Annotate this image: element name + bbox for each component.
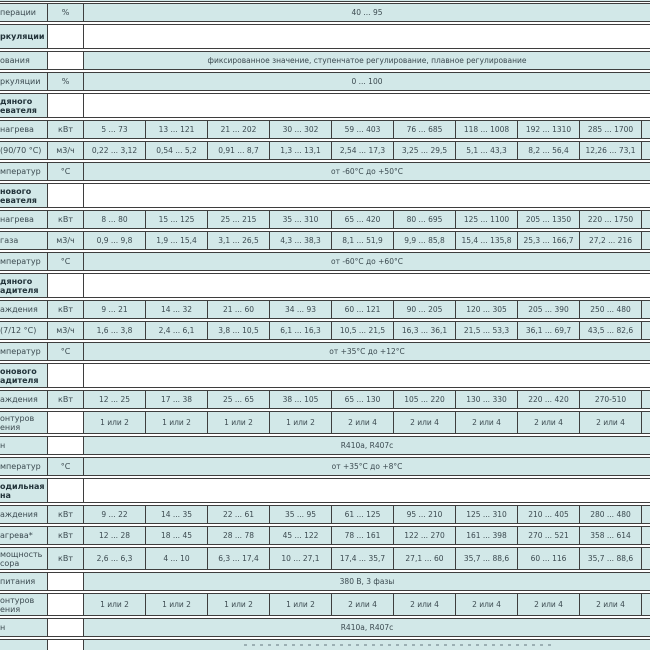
data-cell: 2,4 ... 6,1 xyxy=(146,322,208,339)
row-label-line: мощность xyxy=(0,549,43,559)
data-cell: 80 ... 695 xyxy=(394,211,456,228)
data-cell: 61 ... 125 xyxy=(332,506,394,523)
row-label xyxy=(0,142,48,159)
clipped-column-cell xyxy=(642,301,650,318)
row-data xyxy=(84,527,650,544)
data-cell: 1,3 ... 13,1 xyxy=(270,142,332,159)
data-cell: 205 ... 1350 xyxy=(518,211,580,228)
data-cell: 78 ... 161 xyxy=(332,527,394,544)
table-row xyxy=(0,436,650,455)
row-data xyxy=(84,253,650,270)
row-label xyxy=(0,506,48,523)
row-label xyxy=(0,4,48,21)
row-label-line: аждения xyxy=(0,305,38,314)
data-cell: 4 ... 10 xyxy=(146,548,208,569)
row-data xyxy=(84,594,650,615)
units-cell xyxy=(48,594,84,615)
units-cell: % xyxy=(48,73,84,90)
units-cell: кВт xyxy=(48,527,84,544)
row-label-line: на xyxy=(0,490,11,500)
data-cell: 90 ... 205 xyxy=(394,301,456,318)
row-label xyxy=(0,184,48,207)
table-row xyxy=(0,618,650,637)
row-label-line: аждения xyxy=(0,510,38,519)
row-label xyxy=(0,94,48,117)
row-label-line: евателя xyxy=(0,195,37,205)
data-cell: 0,54 ... 5,2 xyxy=(146,142,208,159)
data-cell: 35 ... 95 xyxy=(270,506,332,523)
table-row xyxy=(0,231,650,250)
data-cell: 10,5 ... 21,5 xyxy=(332,322,394,339)
data-cell: 8,2 ... 56,4 xyxy=(518,142,580,159)
data-cell: 36,1 ... 69,7 xyxy=(518,322,580,339)
data-cell: 1 или 2 xyxy=(146,412,208,433)
units-cell: % xyxy=(48,4,84,21)
data-cell: 2 или 4 xyxy=(580,412,642,433)
data-cell: 1 или 2 xyxy=(208,412,270,433)
row-label-line: ркуляции xyxy=(0,32,45,41)
data-cell: 2,6 ... 6,3 xyxy=(84,548,146,569)
clipped-column-cell xyxy=(642,322,650,339)
units-cell xyxy=(48,573,84,590)
data-cell: 1 или 2 xyxy=(84,412,146,433)
table-row xyxy=(0,411,650,434)
data-cell: 270 ... 521 xyxy=(518,527,580,544)
data-cell: 220 ... 1750 xyxy=(580,211,642,228)
data-cell: 25 ... 215 xyxy=(208,211,270,228)
section-blank-cell xyxy=(84,25,650,48)
data-cell: 13 ... 121 xyxy=(146,121,208,138)
data-cell: 60 ... 116 xyxy=(518,548,580,569)
row-label-line: н xyxy=(0,623,6,632)
row-label xyxy=(0,343,48,360)
data-cell: 250 ... 480 xyxy=(580,301,642,318)
units-cell xyxy=(48,274,84,297)
units-cell xyxy=(48,479,84,502)
row-label xyxy=(0,364,48,387)
row-label-line: дяного xyxy=(0,96,33,106)
row-label-line: нового xyxy=(0,186,32,196)
table-row xyxy=(0,639,650,650)
data-cell: 6,1 ... 16,3 xyxy=(270,322,332,339)
row-label-line: перации xyxy=(0,8,36,17)
row-label-line: мператур xyxy=(0,257,41,266)
table-row xyxy=(0,252,650,271)
table-row xyxy=(0,141,650,160)
data-cell: 2 или 4 xyxy=(580,594,642,615)
row-label xyxy=(0,640,48,650)
row-label xyxy=(0,527,48,544)
data-cell: 5 ... 73 xyxy=(84,121,146,138)
row-label-line: ования xyxy=(0,56,30,65)
data-cell: 1 или 2 xyxy=(146,594,208,615)
table-row xyxy=(0,390,650,409)
row-data xyxy=(84,232,650,249)
row-label xyxy=(0,548,48,569)
clipped-column-cell xyxy=(642,548,650,569)
table-row xyxy=(0,93,650,118)
row-data xyxy=(84,52,650,69)
data-cell: 22 ... 61 xyxy=(208,506,270,523)
clipped-column-cell xyxy=(642,232,650,249)
data-cell: 30 ... 302 xyxy=(270,121,332,138)
row-label-line: адителя xyxy=(0,375,39,385)
merged-value-cell: фиксированное значение, ступенчатое регулирование, плавное регулирование xyxy=(84,52,650,69)
data-cell: 118 ... 1008 xyxy=(456,121,518,138)
row-data xyxy=(84,25,650,48)
data-cell: 2 или 4 xyxy=(332,594,394,615)
row-data xyxy=(84,619,650,636)
row-data xyxy=(84,640,650,650)
data-cell: 130 ... 330 xyxy=(456,391,518,408)
data-cell: 35,7 ... 88,6 xyxy=(580,548,642,569)
data-cell: 21 ... 60 xyxy=(208,301,270,318)
data-cell: 25 ... 65 xyxy=(208,391,270,408)
row-label xyxy=(0,25,48,48)
row-label-line: евателя xyxy=(0,105,37,115)
data-cell: 2 или 4 xyxy=(394,594,456,615)
clipped-column-cell xyxy=(642,527,650,544)
row-data xyxy=(84,211,650,228)
data-cell: 76 ... 685 xyxy=(394,121,456,138)
units-cell xyxy=(48,184,84,207)
data-cell: 1 или 2 xyxy=(84,594,146,615)
clipped-column-cell xyxy=(642,142,650,159)
row-label-line: мператур xyxy=(0,462,41,471)
merged-value-cell: от +35°С до +8°С xyxy=(84,458,650,475)
data-cell: 59 ... 403 xyxy=(332,121,394,138)
section-blank-cell xyxy=(84,184,650,207)
merged-value-cell: от -60°С до +60°С xyxy=(84,253,650,270)
table-row xyxy=(0,526,650,545)
row-data xyxy=(84,506,650,523)
clipped-column-cell xyxy=(642,391,650,408)
table-row xyxy=(0,457,650,476)
data-cell: 122 ... 270 xyxy=(394,527,456,544)
row-label xyxy=(0,52,48,69)
units-cell: кВт xyxy=(48,548,84,569)
table-row xyxy=(0,51,650,70)
units-cell: кВт xyxy=(48,391,84,408)
row-label-line: одильная xyxy=(0,481,45,491)
data-cell: 2 или 4 xyxy=(456,412,518,433)
row-label-line: онтуров xyxy=(0,595,35,605)
data-cell: 2 или 4 xyxy=(394,412,456,433)
row-data xyxy=(84,94,650,117)
row-label-line: мператур xyxy=(0,167,41,176)
data-cell: 27,1 ... 60 xyxy=(394,548,456,569)
row-label-line: онтуров xyxy=(0,413,35,423)
data-cell: 43,5 ... 82,6 xyxy=(580,322,642,339)
row-data xyxy=(84,364,650,387)
row-label-line: ения xyxy=(0,604,21,614)
units-cell: кВт xyxy=(48,211,84,228)
row-data xyxy=(84,322,650,339)
units-cell: °С xyxy=(48,253,84,270)
row-label-line: ркуляции xyxy=(0,77,41,86)
row-label xyxy=(0,458,48,475)
units-cell xyxy=(48,640,84,650)
data-cell: 358 ... 614 xyxy=(580,527,642,544)
units-cell: °С xyxy=(48,458,84,475)
row-label-line: адителя xyxy=(0,285,39,295)
data-cell: 9 ... 21 xyxy=(84,301,146,318)
table-row xyxy=(0,342,650,361)
row-label-line: газа xyxy=(0,236,19,245)
row-label xyxy=(0,479,48,502)
data-cell: 9 ... 22 xyxy=(84,506,146,523)
data-cell: 28 ... 78 xyxy=(208,527,270,544)
data-cell: 12 ... 28 xyxy=(84,527,146,544)
section-blank-cell xyxy=(84,364,650,387)
data-cell: 0,22 ... 3,12 xyxy=(84,142,146,159)
row-label xyxy=(0,301,48,318)
units-cell xyxy=(48,25,84,48)
row-data xyxy=(84,391,650,408)
table-row xyxy=(0,183,650,208)
data-cell: 1 или 2 xyxy=(208,594,270,615)
table-row xyxy=(0,363,650,388)
data-cell: 45 ... 122 xyxy=(270,527,332,544)
row-data xyxy=(84,163,650,180)
data-cell: 15,4 ... 135,8 xyxy=(456,232,518,249)
data-cell: 1,6 ... 3,8 xyxy=(84,322,146,339)
row-data xyxy=(84,274,650,297)
data-cell: 9,9 ... 85,8 xyxy=(394,232,456,249)
units-cell xyxy=(48,619,84,636)
data-cell: 38 ... 105 xyxy=(270,391,332,408)
data-cell: 2 или 4 xyxy=(518,594,580,615)
row-label-line: аждения xyxy=(0,395,38,404)
data-cell: 17,4 ... 35,7 xyxy=(332,548,394,569)
row-label xyxy=(0,412,48,433)
table-row xyxy=(0,72,650,91)
data-cell: 280 ... 480 xyxy=(580,506,642,523)
section-blank-cell xyxy=(84,94,650,117)
clipped-text xyxy=(244,644,554,646)
row-label-line: нагрева xyxy=(0,125,34,134)
data-cell: 3,25 ... 29,5 xyxy=(394,142,456,159)
data-cell: 4,3 ... 38,3 xyxy=(270,232,332,249)
table-row xyxy=(0,572,650,591)
table-row xyxy=(0,321,650,340)
row-data xyxy=(84,73,650,90)
row-data xyxy=(84,437,650,454)
table-row xyxy=(0,273,650,298)
data-cell: 12 ... 25 xyxy=(84,391,146,408)
data-cell: 120 ... 305 xyxy=(456,301,518,318)
merged-value-cell: от +35°С до +12°С xyxy=(84,343,650,360)
data-cell: 3,1 ... 26,5 xyxy=(208,232,270,249)
table-row xyxy=(0,24,650,49)
row-label-line: (7/12 °С) xyxy=(0,326,37,335)
row-label-line: агрева* xyxy=(0,531,33,540)
row-data xyxy=(84,573,650,590)
clipped-row-cell xyxy=(84,640,650,650)
row-label xyxy=(0,73,48,90)
units-cell: °С xyxy=(48,343,84,360)
units-cell xyxy=(48,412,84,433)
data-cell: 27,2 ... 216 xyxy=(580,232,642,249)
data-cell: 34 ... 93 xyxy=(270,301,332,318)
table-row xyxy=(0,3,650,22)
row-label-line: ения xyxy=(0,422,21,432)
units-cell xyxy=(48,52,84,69)
table-row xyxy=(0,162,650,181)
merged-value-cell: R410a, R407c xyxy=(84,437,650,454)
data-cell: 60 ... 121 xyxy=(332,301,394,318)
merged-value-cell: 40 ... 95 xyxy=(84,4,650,21)
table-row xyxy=(0,505,650,524)
data-cell: 8 ... 80 xyxy=(84,211,146,228)
data-cell: 8,1 ... 51,9 xyxy=(332,232,394,249)
data-cell: 14 ... 32 xyxy=(146,301,208,318)
section-blank-cell xyxy=(84,479,650,502)
data-cell: 161 ... 398 xyxy=(456,527,518,544)
row-data xyxy=(84,548,650,569)
row-label xyxy=(0,391,48,408)
units-cell xyxy=(48,94,84,117)
data-cell: 95 ... 210 xyxy=(394,506,456,523)
row-data xyxy=(84,458,650,475)
row-label xyxy=(0,274,48,297)
row-data xyxy=(84,184,650,207)
data-cell: 3,8 ... 10,5 xyxy=(208,322,270,339)
data-cell: 2 или 4 xyxy=(456,594,518,615)
row-label xyxy=(0,163,48,180)
data-cell: 220 ... 420 xyxy=(518,391,580,408)
row-label xyxy=(0,253,48,270)
data-cell: 2 или 4 xyxy=(518,412,580,433)
data-cell: 192 ... 1310 xyxy=(518,121,580,138)
table-row xyxy=(0,547,650,570)
row-label-line: (90/70 °С) xyxy=(0,146,42,155)
data-cell: 25,3 ... 166,7 xyxy=(518,232,580,249)
merged-value-cell: R410a, R407c xyxy=(84,619,650,636)
row-label-line: н xyxy=(0,441,6,450)
table-row xyxy=(0,593,650,616)
row-label-line: онового xyxy=(0,366,37,376)
merged-value-cell: 380 В, 3 фазы xyxy=(84,573,650,590)
data-cell: 285 ... 1700 xyxy=(580,121,642,138)
row-label-line: сора xyxy=(0,558,20,568)
units-cell: м3/ч xyxy=(48,142,84,159)
row-data xyxy=(84,4,650,21)
data-cell: 125 ... 310 xyxy=(456,506,518,523)
row-label xyxy=(0,619,48,636)
units-cell: кВт xyxy=(48,506,84,523)
data-cell: 10 ... 27,1 xyxy=(270,548,332,569)
data-cell: 16,3 ... 36,1 xyxy=(394,322,456,339)
clipped-column-cell xyxy=(642,412,650,433)
row-label xyxy=(0,573,48,590)
table-row xyxy=(0,120,650,139)
row-data xyxy=(84,121,650,138)
row-label xyxy=(0,437,48,454)
data-cell: 35 ... 310 xyxy=(270,211,332,228)
data-cell: 205 ... 390 xyxy=(518,301,580,318)
row-label xyxy=(0,211,48,228)
row-label xyxy=(0,232,48,249)
data-cell: 21 ... 202 xyxy=(208,121,270,138)
units-cell xyxy=(48,364,84,387)
data-cell: 17 ... 38 xyxy=(146,391,208,408)
clipped-column-cell xyxy=(642,594,650,615)
table-row xyxy=(0,300,650,319)
units-cell: м3/ч xyxy=(48,232,84,249)
units-cell xyxy=(48,437,84,454)
units-cell: м3/ч xyxy=(48,322,84,339)
section-blank-cell xyxy=(84,274,650,297)
data-cell: 2,54 ... 17,3 xyxy=(332,142,394,159)
data-cell: 0,9 ... 9,8 xyxy=(84,232,146,249)
clipped-column-cell xyxy=(642,121,650,138)
units-cell: кВт xyxy=(48,301,84,318)
row-data xyxy=(84,479,650,502)
table-row xyxy=(0,0,650,2)
row-label xyxy=(0,594,48,615)
data-cell: 21,5 ... 53,3 xyxy=(456,322,518,339)
clipped-column-cell xyxy=(642,211,650,228)
row-data xyxy=(84,301,650,318)
data-cell: 65 ... 130 xyxy=(332,391,394,408)
data-cell: 0,91 ... 8,7 xyxy=(208,142,270,159)
row-data xyxy=(84,412,650,433)
table-row xyxy=(0,210,650,229)
data-cell: 35,7 ... 88,6 xyxy=(456,548,518,569)
data-cell: 65 ... 420 xyxy=(332,211,394,228)
data-cell: 1 или 2 xyxy=(270,412,332,433)
data-cell: 12,26 ... 73,1 xyxy=(580,142,642,159)
units-cell: °С xyxy=(48,163,84,180)
data-cell: 2 или 4 xyxy=(332,412,394,433)
data-cell: 15 ... 125 xyxy=(146,211,208,228)
data-cell: 105 ... 220 xyxy=(394,391,456,408)
data-cell: 5,1 ... 43,3 xyxy=(456,142,518,159)
row-label xyxy=(0,322,48,339)
clipped-column-cell xyxy=(642,506,650,523)
units-cell: кВт xyxy=(48,121,84,138)
data-cell: 125 ... 1100 xyxy=(456,211,518,228)
row-data xyxy=(84,142,650,159)
merged-value-cell: 0 ... 100 xyxy=(84,73,650,90)
row-data xyxy=(84,343,650,360)
table-row xyxy=(0,478,650,503)
data-cell: 1,9 ... 15,4 xyxy=(146,232,208,249)
merged-value-cell: от -60°С до +50°С xyxy=(84,163,650,180)
row-label-line: нагрева xyxy=(0,215,34,224)
data-cell: 14 ... 35 xyxy=(146,506,208,523)
data-cell: 270-510 xyxy=(580,391,642,408)
row-label xyxy=(0,121,48,138)
data-cell: 18 ... 45 xyxy=(146,527,208,544)
row-label-line: мператур xyxy=(0,347,41,356)
data-cell: 6,3 ... 17,4 xyxy=(208,548,270,569)
data-cell: 210 ... 405 xyxy=(518,506,580,523)
row-label-line: питания xyxy=(0,577,36,586)
data-cell: 1 или 2 xyxy=(270,594,332,615)
row-label-line: дяного xyxy=(0,276,33,286)
